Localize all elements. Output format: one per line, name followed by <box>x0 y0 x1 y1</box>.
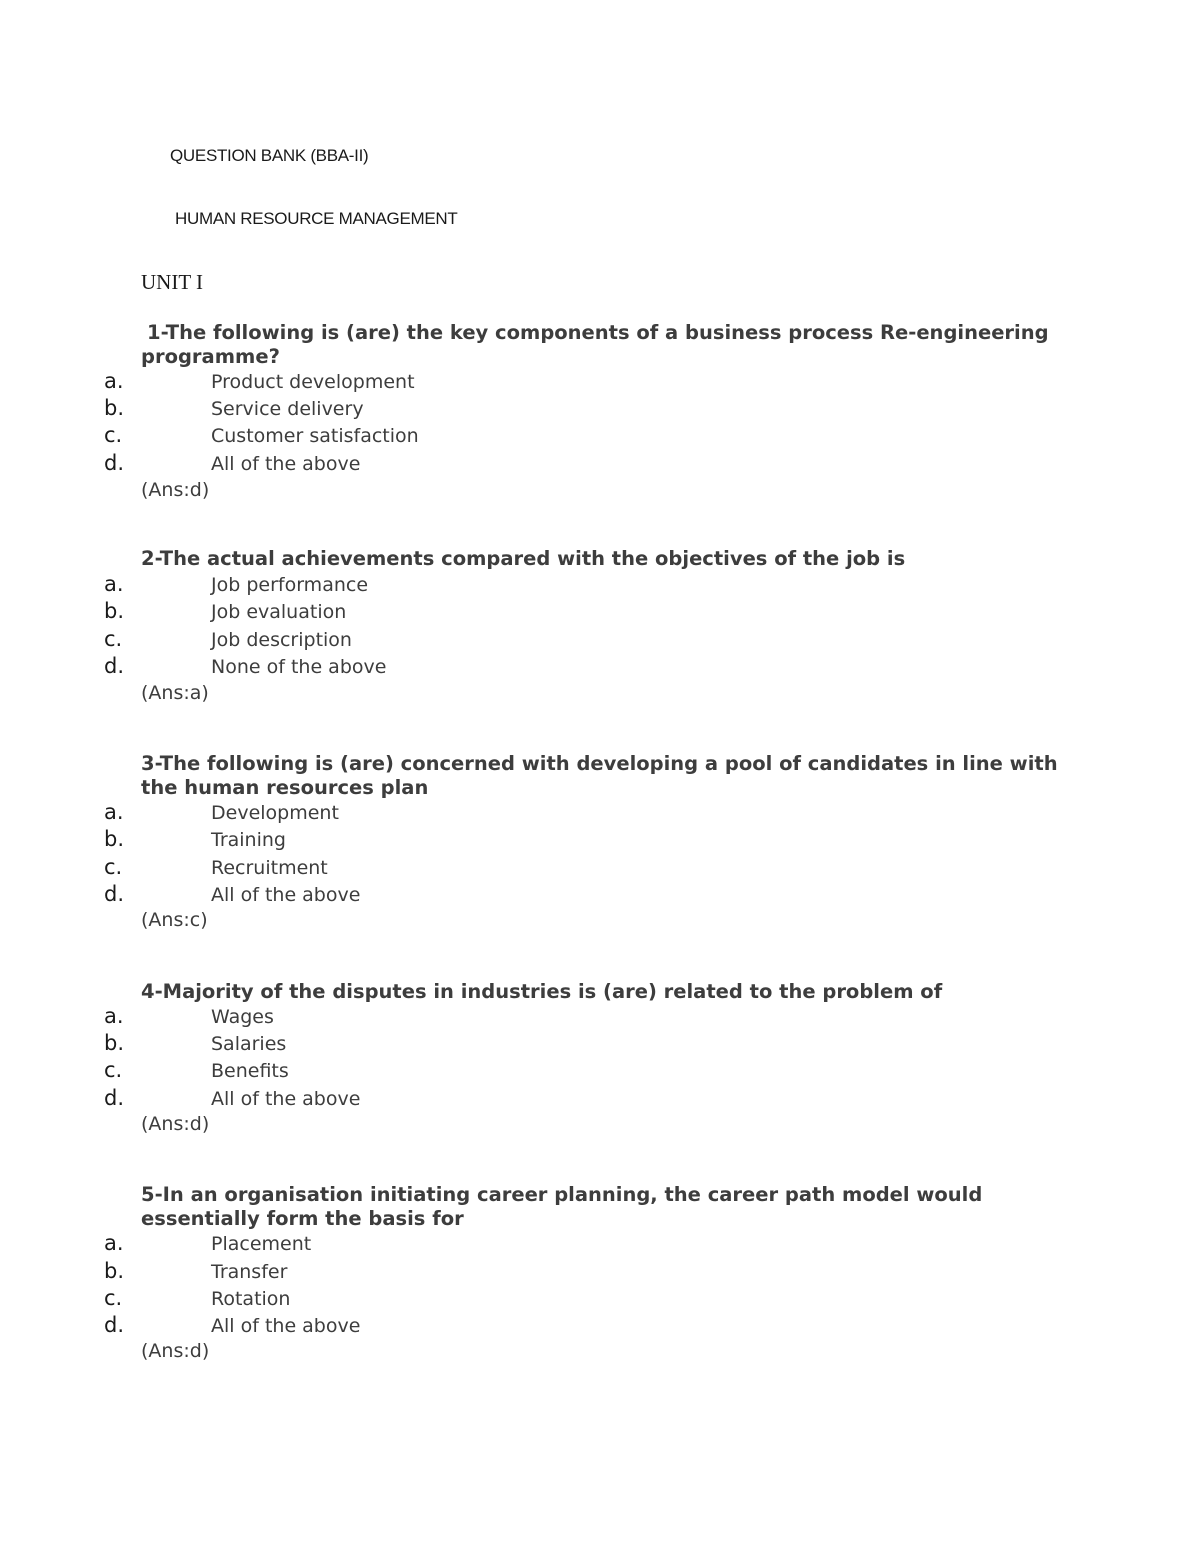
option-text: Development <box>211 802 339 824</box>
option-text: All of the above <box>211 453 361 475</box>
option-letter: c. <box>104 1286 123 1310</box>
option-letter: d. <box>104 451 125 475</box>
option-text: Customer satisfaction <box>211 425 419 447</box>
option-text: Salaries <box>211 1033 287 1055</box>
question-text: 3-The following is (are) concerned with developing a pool of candidates in line with the human resources plan <box>141 752 1058 799</box>
page-title: QUESTION BANK (BBA-II) <box>170 146 369 165</box>
unit-heading: UNIT I <box>141 270 204 294</box>
option-text: Job evaluation <box>211 601 347 623</box>
question-text: 5-In an organisation initiating career planning, the career path model would essentially form the basis for <box>141 1183 983 1230</box>
option-text: None of the above <box>211 656 387 678</box>
option-letter: a. <box>104 1004 124 1028</box>
answer-key: (Ans:d) <box>141 1113 210 1135</box>
option-text: Training <box>211 829 286 851</box>
option-letter: a. <box>104 369 124 393</box>
subject-title: HUMAN RESOURCE MANAGEMENT <box>175 209 458 228</box>
option-letter: a. <box>104 1231 124 1255</box>
option-text: Transfer <box>211 1261 288 1283</box>
option-text: Service delivery <box>211 398 364 420</box>
option-letter: c. <box>104 1058 123 1082</box>
option-letter: c. <box>104 627 123 651</box>
option-letter: b. <box>104 599 125 623</box>
option-text: Job performance <box>211 574 369 596</box>
option-text: Wages <box>211 1006 274 1028</box>
question-text: 1-The following is (are) the key components of a business process Re-engineering programme? <box>141 321 1049 368</box>
option-text: All of the above <box>211 884 361 906</box>
option-text: All of the above <box>211 1088 361 1110</box>
answer-key: (Ans:d) <box>141 1340 210 1362</box>
option-text: Recruitment <box>211 857 328 879</box>
option-letter: d. <box>104 882 125 906</box>
option-text: Product development <box>211 371 415 393</box>
option-letter: d. <box>104 654 125 678</box>
option-text: All of the above <box>211 1315 361 1337</box>
option-text: Benefits <box>211 1060 289 1082</box>
option-letter: c. <box>104 423 123 447</box>
option-letter: b. <box>104 1031 125 1055</box>
option-letter: d. <box>104 1086 125 1110</box>
option-letter: d. <box>104 1313 125 1337</box>
option-letter: c. <box>104 855 123 879</box>
option-text: Job description <box>211 629 352 651</box>
answer-key: (Ans:a) <box>141 682 209 704</box>
option-text: Rotation <box>211 1288 291 1310</box>
option-letter: b. <box>104 1259 125 1283</box>
option-text: Placement <box>211 1233 312 1255</box>
option-letter: a. <box>104 800 124 824</box>
option-letter: b. <box>104 396 125 420</box>
question-text: 2-The actual achievements compared with the objectives of the job is <box>141 547 906 570</box>
option-letter: a. <box>104 572 124 596</box>
answer-key: (Ans:c) <box>141 909 208 931</box>
answer-key: (Ans:d) <box>141 479 210 501</box>
option-letter: b. <box>104 827 125 851</box>
question-text: 4-Majority of the disputes in industries is (are) related to the problem of <box>141 980 943 1003</box>
